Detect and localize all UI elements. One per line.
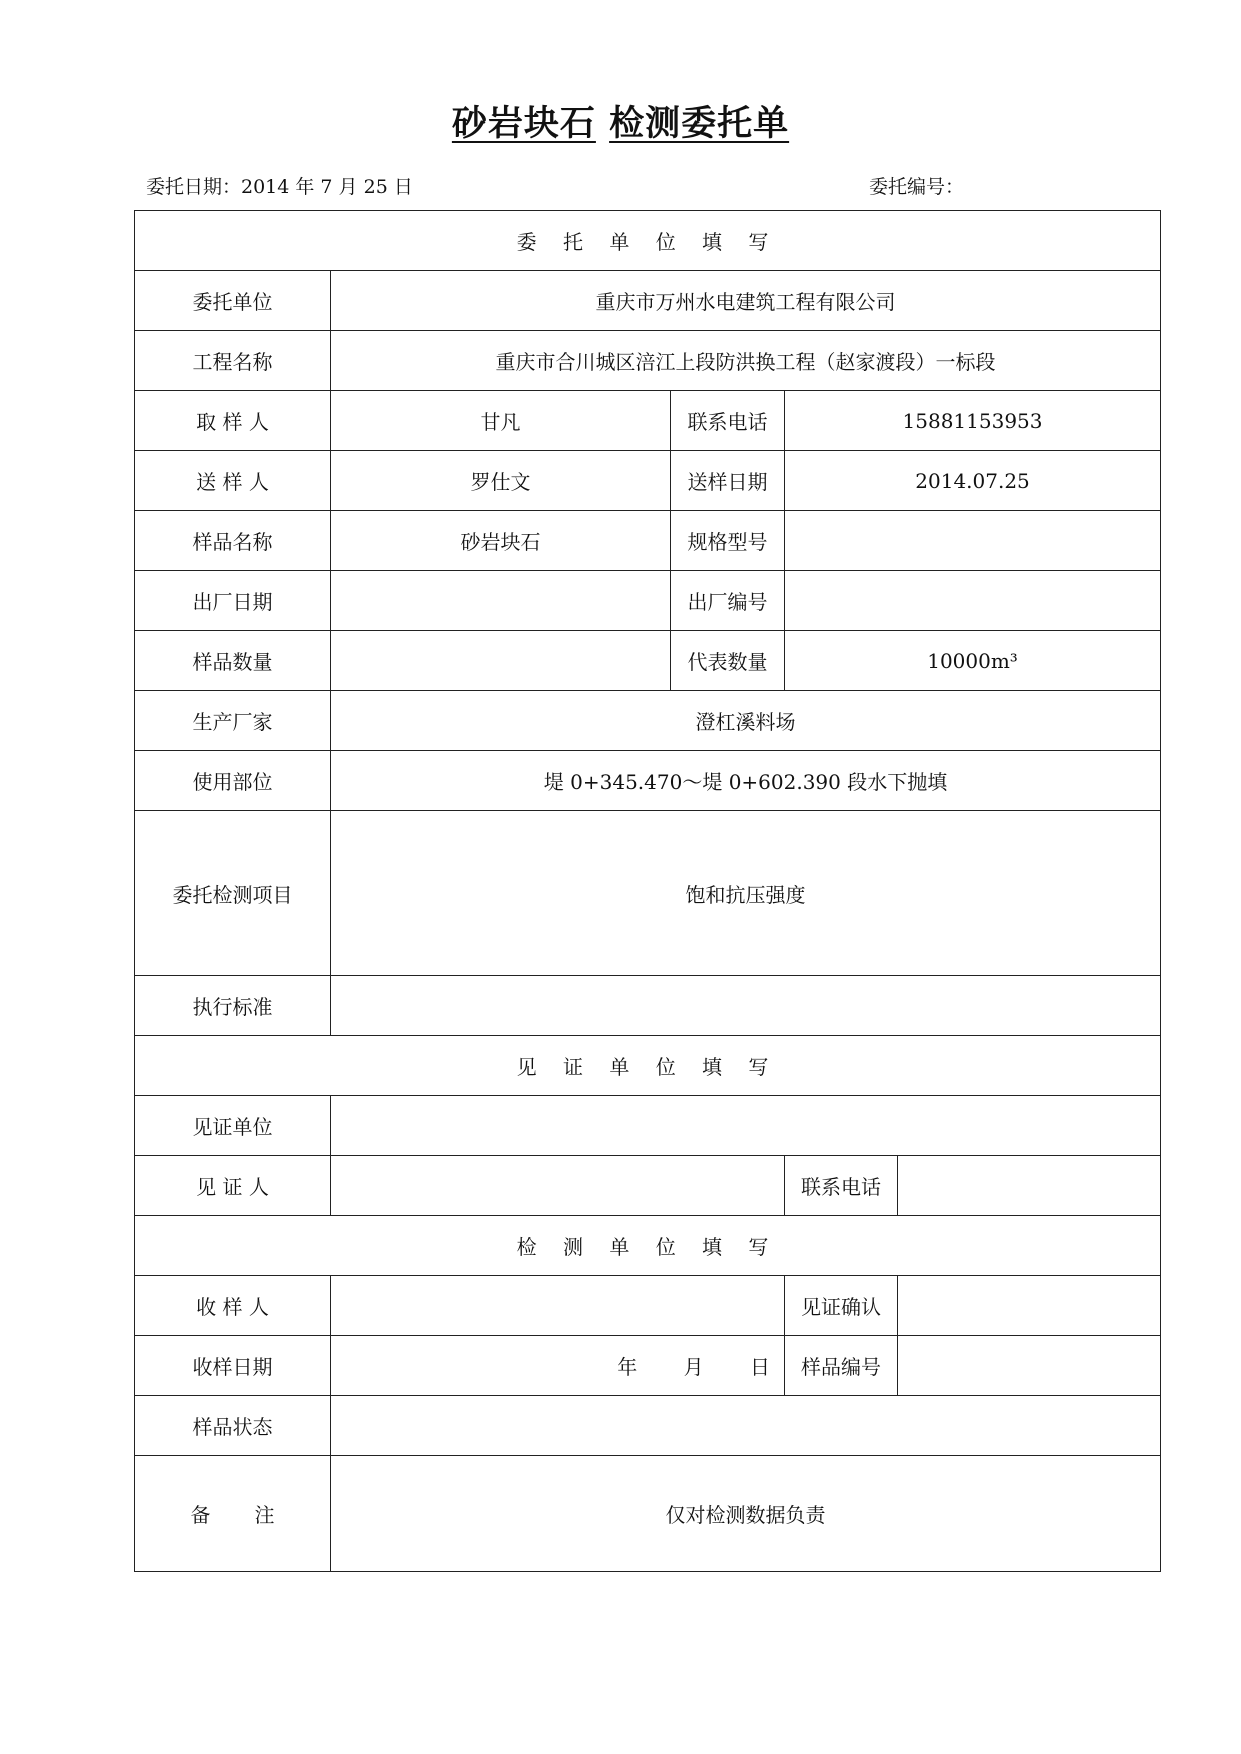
phone-value[interactable]: 15881153953 xyxy=(785,391,1161,451)
factory-date-value[interactable] xyxy=(331,571,671,631)
client-unit-value[interactable]: 重庆市万州水电建筑工程有限公司 xyxy=(331,271,1161,331)
test-items-value[interactable]: 饱和抗压强度 xyxy=(331,811,1161,976)
receive-date-month: 月 xyxy=(683,1355,704,1379)
receive-date-label: 收样日期 xyxy=(135,1336,331,1396)
title-material: 砂岩块石 xyxy=(451,104,596,144)
witness-unit-row xyxy=(135,1096,1161,1156)
remark-row xyxy=(135,1456,1161,1572)
title-suffix: 检测委托单 xyxy=(609,104,790,144)
manufacturer-row xyxy=(135,691,1161,751)
witness-unit-value[interactable] xyxy=(331,1096,1161,1156)
witness-confirm-label: 见证确认 xyxy=(785,1276,898,1336)
sender-value[interactable]: 罗仕文 xyxy=(331,451,671,511)
sample-name-row xyxy=(135,511,1161,571)
receive-date-year: 年 xyxy=(617,1355,638,1379)
usage-value[interactable]: 堤 0+345.470～堤 0+602.390 段水下抛填 xyxy=(331,751,1161,811)
sample-qty-label: 样品数量 xyxy=(135,631,331,691)
factory-no-value[interactable] xyxy=(785,571,1161,631)
manufacturer-label: 生产厂家 xyxy=(135,691,331,751)
remark-label-part-2: 注 xyxy=(254,1503,275,1527)
witness-section-heading: 见 证 单 位 填 写 xyxy=(135,1036,1161,1096)
witness-unit-label: 见证单位 xyxy=(135,1096,331,1156)
rep-qty-label: 代表数量 xyxy=(671,631,785,691)
receive-date-row xyxy=(135,1336,1161,1396)
sampler-label: 取 样 人 xyxy=(135,391,331,451)
sample-name-label: 样品名称 xyxy=(135,511,331,571)
test-items-label: 委托检测项目 xyxy=(135,811,331,976)
sampler-row xyxy=(135,391,1161,451)
sample-qty-value[interactable] xyxy=(331,631,671,691)
remark-label-part-1: 备 xyxy=(190,1503,211,1527)
sampler-value[interactable]: 甘凡 xyxy=(331,391,671,451)
witness-person-value[interactable] xyxy=(331,1156,785,1216)
entrust-date: 委托日期：2014 年 7 月 25 日 xyxy=(146,176,413,198)
sample-qty-row xyxy=(135,631,1161,691)
standard-value[interactable] xyxy=(331,976,1161,1036)
spec-value[interactable] xyxy=(785,511,1161,571)
factory-date-label: 出厂日期 xyxy=(135,571,331,631)
receive-date-day: 日 xyxy=(750,1355,770,1379)
receive-date-value[interactable] xyxy=(331,1336,785,1396)
witness-phone-value[interactable] xyxy=(898,1156,1161,1216)
witness-person-label: 见 证 人 xyxy=(135,1156,331,1216)
lab-section-row xyxy=(135,1216,1161,1276)
receiver-value[interactable] xyxy=(331,1276,785,1336)
project-label: 工程名称 xyxy=(135,331,331,391)
project-value[interactable]: 重庆市合川城区涪江上段防洪换工程（赵家渡段）一标段 xyxy=(331,331,1161,391)
spec-label: 规格型号 xyxy=(671,511,785,571)
rep-qty-value[interactable]: 10000m³ xyxy=(785,631,1161,691)
sample-no-label: 样品编号 xyxy=(785,1336,898,1396)
sender-label: 送 样 人 xyxy=(135,451,331,511)
sample-state-row xyxy=(135,1396,1161,1456)
remark-label xyxy=(135,1456,331,1572)
sender-row xyxy=(135,451,1161,511)
entrust-number-label: 委托编号： xyxy=(869,176,965,198)
client-section-heading: 委 托 单 位 填 写 xyxy=(135,211,1161,271)
project-row xyxy=(135,331,1161,391)
witness-section-row xyxy=(135,1036,1161,1096)
client-unit-label: 委托单位 xyxy=(135,271,331,331)
sample-state-value[interactable] xyxy=(331,1396,1161,1456)
receiver-row xyxy=(135,1276,1161,1336)
sample-state-label: 样品状态 xyxy=(135,1396,331,1456)
standard-label: 执行标准 xyxy=(135,976,331,1036)
witness-confirm-value[interactable] xyxy=(898,1276,1161,1336)
client-section-row xyxy=(135,211,1161,271)
witness-phone-label: 联系电话 xyxy=(785,1156,898,1216)
receiver-label: 收 样 人 xyxy=(135,1276,331,1336)
phone-label: 联系电话 xyxy=(671,391,785,451)
usage-label: 使用部位 xyxy=(135,751,331,811)
test-items-row xyxy=(135,811,1161,976)
send-date-value[interactable]: 2014.07.25 xyxy=(785,451,1161,511)
lab-section-heading: 检 测 单 位 填 写 xyxy=(135,1216,1161,1276)
manufacturer-value[interactable]: 澄杠溪料场 xyxy=(331,691,1161,751)
standard-row xyxy=(135,976,1161,1036)
remark-value[interactable]: 仅对检测数据负责 xyxy=(331,1456,1161,1572)
sample-name-value[interactable]: 砂岩块石 xyxy=(331,511,671,571)
usage-row xyxy=(135,751,1161,811)
form-title xyxy=(0,96,1241,146)
client-unit-row xyxy=(135,271,1161,331)
send-date-label: 送样日期 xyxy=(671,451,785,511)
sample-no-value[interactable] xyxy=(898,1336,1161,1396)
witness-person-row xyxy=(135,1156,1161,1216)
factory-date-row xyxy=(135,571,1161,631)
factory-no-label: 出厂编号 xyxy=(671,571,785,631)
entrust-form-table xyxy=(134,210,1161,1572)
